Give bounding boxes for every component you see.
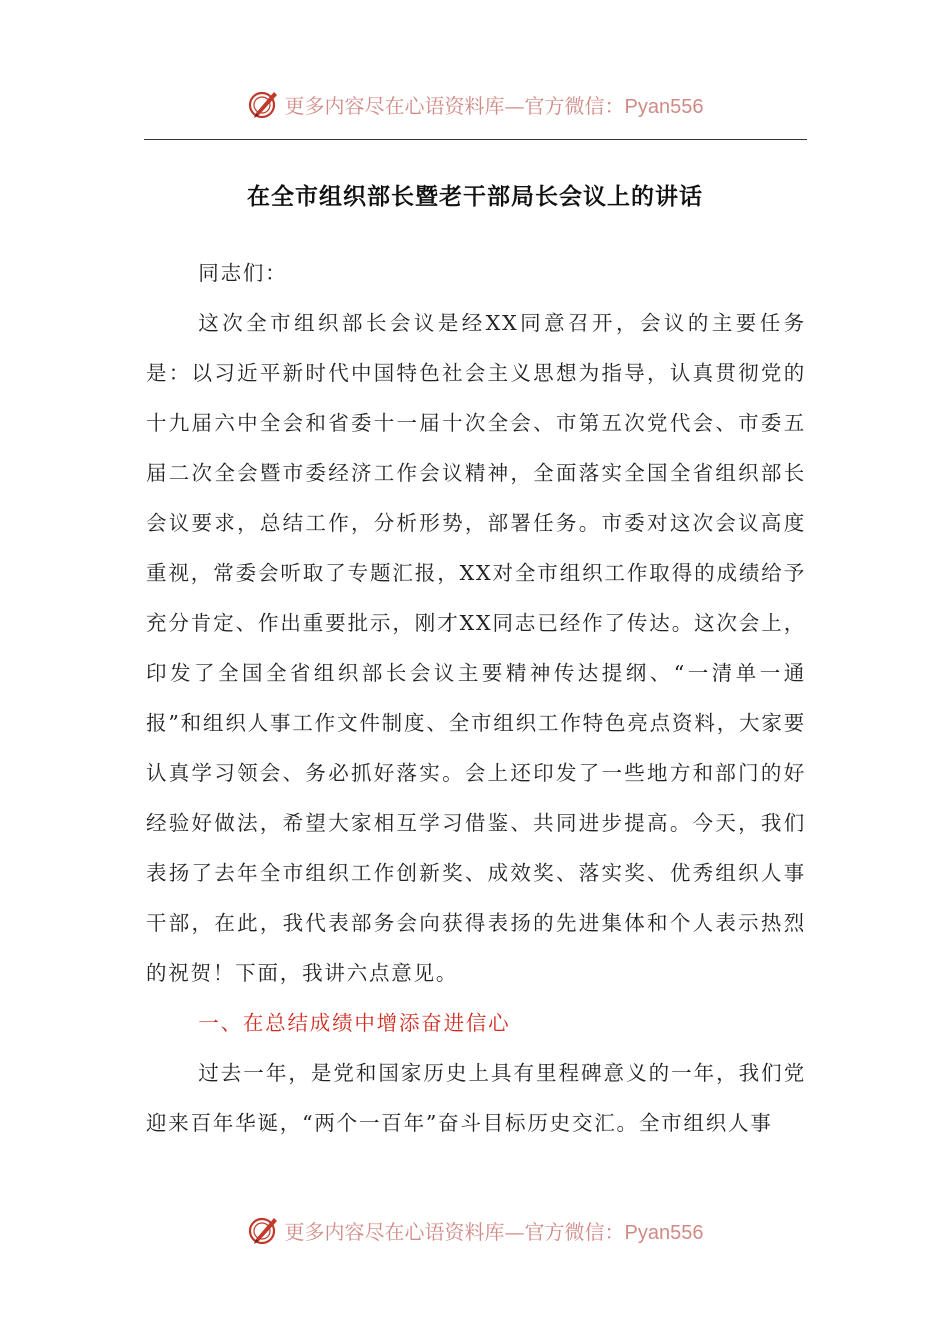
pen-logo-icon bbox=[247, 87, 281, 121]
header-banner-text: 更多内容尽在心语资料库—官方微信： bbox=[284, 93, 625, 118]
footer-banner bbox=[0, 1210, 950, 1250]
header-rule bbox=[144, 139, 807, 140]
footer-banner-text: 更多内容尽在心语资料库—官方微信： bbox=[284, 1219, 625, 1244]
header-wechat-id: Pyan556 bbox=[624, 95, 704, 118]
document-body bbox=[146, 248, 806, 1148]
header-banner bbox=[0, 84, 950, 124]
footer-wechat-id: Pyan556 bbox=[624, 1221, 704, 1244]
pen-logo-icon bbox=[247, 1213, 281, 1247]
intro-paragraph: 这次全市组织部长会议是经XX同意召开，会议的主要任务是：以习近平新时代中国特色社会主义思想为指导，认真贯彻党的十九届六中全会和省委十一届十次全会、市第五次党代会、市委五届二次全会暨市委经济工作会议精神，全面落实全国全省组织部长会议要求，总结工作，分析形势，部署任务。市委对这次会议高度重视，常委会听取了专题汇报，XX对全市组织工作取得的成绩给予充分肯定、作出重要批示，刚才XX同志已经作了传达。这次会上，印发了全国全省组织部长会议主要精神传达提纲、“一清单一通报”和组织人事工作文件制度、全市组织工作特色亮点资料，大家要认真学习领会、务必抓好落实。会上还印发了一些地方和部门的好经验好做法，希望大家相互学习借鉴、共同进步提高。今天，我们表扬了去年全市组织工作创新奖、成效奖、落实奖、优秀组织人事干部，在此，我代表部务会向获得表扬的先进集体和个人表示热烈的祝贺！下面，我讲六点意见。 bbox=[146, 311, 806, 985]
document-title: 在全市组织部长暨老干部局长会议上的讲话 bbox=[247, 184, 703, 210]
section-heading: 一、在总结成绩中增添奋进信心 bbox=[198, 1011, 511, 1035]
salutation: 同志们： bbox=[198, 261, 288, 285]
section-paragraph: 过去一年，是党和国家历史上具有里程碑意义的一年，我们党迎来百年华诞，“两个一百年”奋斗目标历史交汇。全市组织人事 bbox=[146, 1061, 806, 1135]
